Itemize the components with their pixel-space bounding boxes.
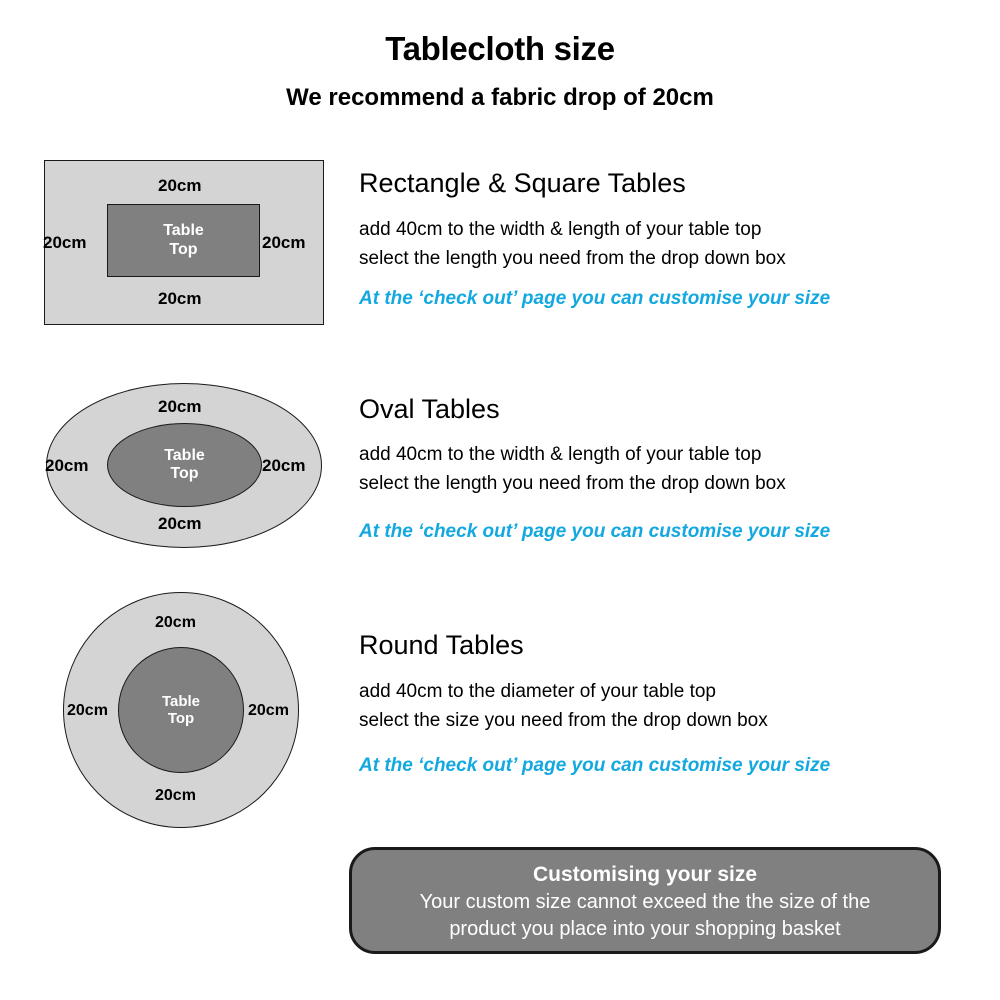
round-table-diagram <box>63 592 299 828</box>
oval-dim-left: 20cm <box>45 456 89 475</box>
section-note-oval: At the ‘check out’ page you can customise your size <box>359 521 831 542</box>
table-top-label-line1: Table <box>163 222 204 240</box>
section-heading-rectangle: Rectangle & Square Tables <box>359 168 686 198</box>
round-dim-right: 20cm <box>248 702 289 719</box>
section-note-rectangle: At the ‘check out’ page you can customise your size <box>359 288 831 309</box>
rect-dim-left: 20cm <box>43 233 87 252</box>
section-line1-oval: add 40cm to the width & length of your table top <box>359 444 762 465</box>
table-top-label-line1: Table <box>164 446 205 464</box>
rectangle-table-top <box>107 204 260 277</box>
round-table-top <box>118 647 244 773</box>
page-title: Tablecloth size <box>385 30 615 67</box>
customising-your-size-box <box>349 847 941 954</box>
oval-table-diagram <box>46 383 322 548</box>
table-top-label-line1: Table <box>161 692 201 710</box>
footer-line1: Your custom size cannot exceed the the size of the <box>419 891 871 914</box>
section-note-round: At the ‘check out’ page you can customise your size <box>359 755 831 776</box>
section-heading-oval: Oval Tables <box>359 394 500 424</box>
rect-dim-bottom: 20cm <box>158 289 202 308</box>
oval-dim-bottom: 20cm <box>158 514 202 533</box>
section-line2-rectangle: select the length you need from the drop down box <box>359 248 786 269</box>
oval-dim-top: 20cm <box>158 397 202 416</box>
rect-dim-right: 20cm <box>262 233 306 252</box>
table-top-label-line2: Top <box>169 240 198 258</box>
section-line1-rectangle: add 40cm to the width & length of your table top <box>359 219 762 240</box>
round-dim-bottom: 20cm <box>155 787 196 804</box>
rectangle-table-diagram <box>44 160 324 325</box>
footer-title: Customising your size <box>532 863 758 886</box>
section-heading-round: Round Tables <box>359 630 524 660</box>
section-line2-round: select the size you need from the drop down box <box>359 710 768 731</box>
footer-line2: product you place into your shopping basket <box>449 918 841 941</box>
table-top-label-line2: Top <box>167 710 195 727</box>
rect-dim-top: 20cm <box>158 176 202 195</box>
oval-table-top <box>107 423 262 507</box>
section-line1-round: add 40cm to the diameter of your table top <box>359 681 716 702</box>
round-dim-top: 20cm <box>155 614 196 631</box>
round-dim-left: 20cm <box>67 702 108 719</box>
table-top-label-line2: Top <box>170 465 199 482</box>
page-subtitle: We recommend a fabric drop of 20cm <box>286 84 714 111</box>
section-line2-oval: select the length you need from the drop down box <box>359 473 786 494</box>
oval-dim-right: 20cm <box>262 456 306 475</box>
